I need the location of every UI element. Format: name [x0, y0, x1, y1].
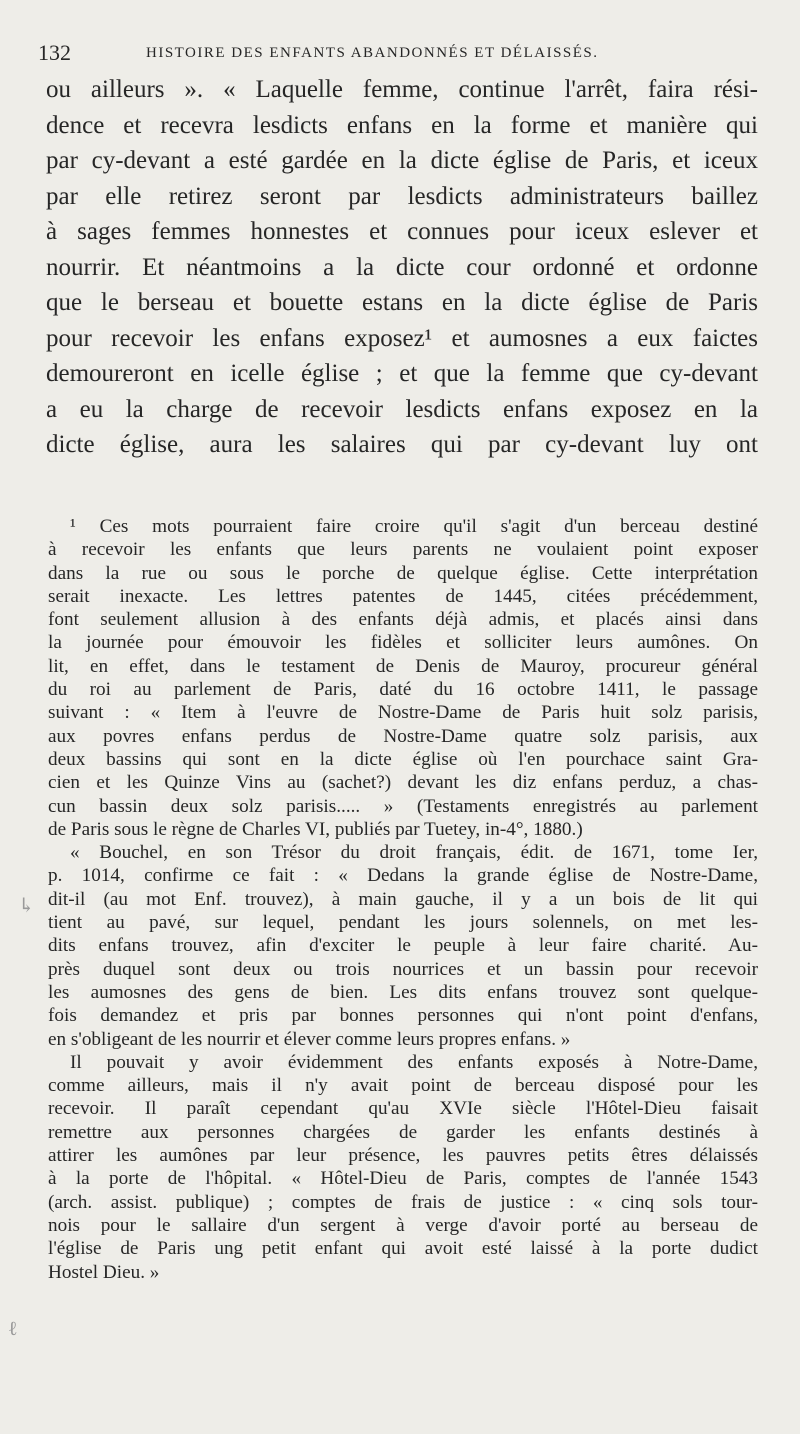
footnote-line: remettre aux personnes chargées de garder les enfants destinés à [48, 1121, 758, 1143]
footnote-line: la journée pour émouvoir les fidèles et solliciter leurs aumônes. On [48, 632, 758, 654]
page-number: 132 [38, 40, 71, 65]
body-text-line: pour recevoir les enfans exposez¹ et aumosnes a eux faictes [46, 324, 758, 352]
footnote-line: p. 1014, confirme ce fait : « Dedans la grande église de Nostre-Dame, [48, 865, 758, 887]
footnote-block [48, 515, 758, 1284]
body-text-line: par elle retirez seront par lesdicts administrateurs baillez [46, 182, 758, 210]
footnote-line: Il pouvait y avoir évidemment des enfants exposés à Notre-Dame, [70, 1051, 758, 1073]
footnote-line: fois demandez et pris par bonnes personnes qui n'ont point d'enfans, [48, 1005, 758, 1027]
page-header [38, 40, 758, 70]
footnote-line: à la porte de l'hôpital. « Hôtel-Dieu de Paris, comptes de l'année 1543 [48, 1168, 758, 1190]
body-text-line: à sages femmes honnestes et connues pour iceux eslever et [46, 218, 758, 245]
footnote-line: en s'obligeant de les nourrir et élever comme leurs propres enfans. » [48, 1028, 571, 1050]
margin-pencil-mark: ↳ [18, 895, 35, 917]
footnote-line: dans la rue ou sous le porche de quelque église. Cette interprétation [48, 562, 758, 584]
footnote-line: recevoir. Il paraît cependant qu'au XVIe siècle l'Hôtel-Dieu faisait [48, 1098, 758, 1120]
footnote-line: lit, en effet, dans le testament de Denis de Mauroy, procureur général [48, 655, 758, 677]
footnote-line: serait inexacte. Les lettres patentes de 1445, citées précédemment, [48, 585, 758, 607]
body-text-line: dicte église, aura les salaires qui par cy-devant luy ont [46, 431, 758, 458]
body-text-line: par cy-devant a esté gardée en la dicte église de Paris, et iceux [46, 147, 758, 174]
footnote-line: les aumosnes des gens de bien. Les dits enfans trouvez sont quelque- [48, 981, 758, 1003]
footnote-line: font seulement allusion à des enfants déjà admis, et placés ainsi dans [48, 609, 758, 631]
footnote-line: ¹ Ces mots pourraient faire croire qu'il s'agit d'un berceau destiné [70, 516, 758, 537]
footnote-line: suivant : « Item à l'euvre de Nostre-Dame de Paris huit solz parisis, [48, 702, 758, 724]
footnote-line: cun bassin deux solz parisis..... » (Testaments enregistrés au parlement [48, 795, 758, 817]
footnote-line: près duquel sont deux ou trois nourrices et un bassin pour recevoir [48, 958, 758, 980]
footnote-line: deux bassins qui sont en la dicte église où l'en pourchace saint Gra- [48, 748, 758, 770]
footnote-line: cien et les Quinze Vins au (sachet?) devant les diz enfans perduz, a chas- [48, 772, 758, 794]
footnote-line: nois pour le sallaire d'un sergent à verge d'avoir porté au berseau de [48, 1214, 758, 1236]
footnote-line: dits enfans trouvez, afin d'exciter le peuple à leur faire charité. Au- [48, 935, 758, 957]
body-text-line: ou ailleurs ». « Laquelle femme, continue l'arrêt, faira rési- [46, 76, 758, 103]
running-title: HISTOIRE DES ENFANTS ABANDONNÉS ET DÉLAISSÉS. [146, 45, 599, 61]
footnote-line: comme ailleurs, mais il n'y avait point de berceau disposé pour les [48, 1075, 758, 1097]
main-body-text [46, 72, 758, 463]
body-text-line: demoureront en icelle église ; et que la femme que cy-devant [46, 360, 758, 387]
body-text-line: que le berseau et bouette estans en la dicte église de Paris [46, 289, 758, 316]
footnote-line: aux povres enfans perdus de Nostre-Dame quatre solz parisis, aux [48, 725, 758, 747]
footnote-line: Hostel Dieu. » [48, 1261, 160, 1283]
footnote-line: à recevoir les enfants que leurs parents ne voulaient point exposer [48, 539, 758, 561]
footnote-line: (arch. assist. publique) ; comptes de frais de justice : « cinq sols tour- [48, 1191, 758, 1213]
body-text-line: a eu la charge de recevoir lesdicts enfans exposez en la [46, 395, 758, 423]
body-text-line: dence et recevra lesdicts enfans en la forme et manière qui [46, 111, 758, 139]
footnote-line: attirer les aumônes par leur présence, les pauvres petits êtres délaissés [48, 1145, 758, 1167]
footnote-line: du roi au parlement de Paris, daté du 16 octobre 1411, le passage [48, 679, 758, 701]
footnote-line: dit-il (au mot Enf. trouvez), à main gauche, il y a un bois de lit qui [48, 888, 758, 910]
footnote-line: de Paris sous le règne de Charles VI, publiés par Tuetey, in-4°, 1880.) [48, 818, 583, 840]
footnote-line: « Bouchel, en son Trésor du droit français, édit. de 1671, tome Ier, [70, 842, 758, 864]
footnote-line: tient au pavé, sur lequel, pendant les jours solennels, on met les- [48, 912, 758, 934]
footnote-line: l'église de Paris ung petit enfant qui avoit esté laissé à la porte dudict [48, 1238, 758, 1260]
margin-pencil-mark: ℓ [8, 1318, 18, 1340]
body-text-line: nourrir. Et néantmoins a la dicte cour ordonné et ordonne [46, 253, 758, 281]
